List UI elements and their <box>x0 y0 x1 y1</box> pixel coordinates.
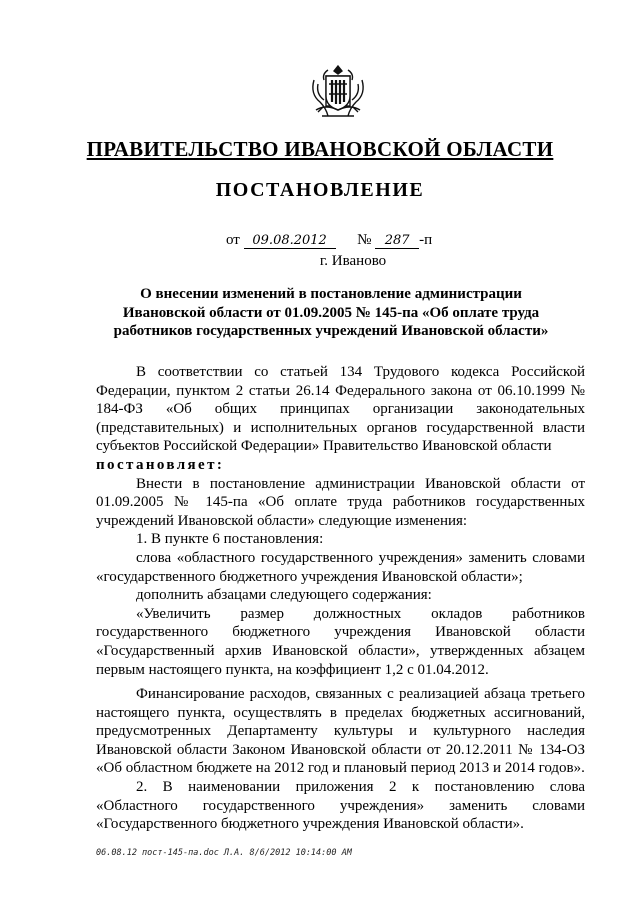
document-type-title: ПОСТАНОВЛЕНИЕ <box>215 179 425 201</box>
date-number-line <box>226 232 432 249</box>
subject-heading: О внесении изменений в постановление администрации Ивановской области от 01.09.2005 № 145-па «Об оплате труда работников государственных учреждений Ивановской области» <box>113 286 549 339</box>
item-1-paragraph: 1. В пункте 6 постановления: <box>136 531 324 548</box>
preamble-paragraph: В соответствии со статьей 134 Трудового кодекса Российской Федерации, пунктом 2 статьи 26.14 Федерального закона от 06.10.1999 № 184-ФЗ «Об общих принципах организации законодательных (представительных) и исполнительных органов государственной власти субъектов Российской Федерации» Правительство Ивановской области <box>96 364 585 455</box>
item-1b-paragraph: дополнить абзацами следующего содержания: <box>136 587 432 604</box>
document-body <box>96 363 585 834</box>
item-1c-paragraph: «Увеличить размер должностных окладов работников государственного бюджетного учреждения Ивановской области «Государственный архив Ивановской области», утвержденных абзацем первым настоящего пункта, на коэффициент 1,2 с 01.04.2012. <box>96 605 585 678</box>
file-footer: 06.08.12 пост-145-па.doc Л.А. 8/6/2012 10:14:00 AM <box>96 848 352 858</box>
government-title: ПРАВИТЕЛЬСТВО ИВАНОВСКОЙ ОБЛАСТИ <box>86 137 554 161</box>
number-label: № <box>357 232 372 248</box>
intro-paragraph: Внести в постановление администрации Ивановской области от 01.09.2005 № 145-па «Об оплате труда работников государственных учреждений Ивановской области» следующие изменения: <box>96 475 585 529</box>
resolves-word <box>96 456 585 475</box>
date-value: 09.08.2012 <box>244 233 336 249</box>
item-2-paragraph: 2. В наименовании приложения 2 к постановлению слова «Областного государственного учреждения» заменить словами «Государственного бюджетного учреждения Ивановской области». <box>96 779 585 833</box>
item-1d-paragraph: Финансирование расходов, связанных с реализацией абзаца третьего настоящего пункта, осуществлять в пределах бюджетных ассигнований, предусмотренных Департаменту культуры и культурного наследия Ивановской области Законом Ивановской области от 20.12.2011 № 134-ОЗ «Об областном бюджете на 2012 год и плановый период 2013 и 2014 годов». <box>96 686 585 777</box>
number-value: 287 <box>375 233 419 249</box>
number-suffix: -п <box>419 232 433 248</box>
item-1a-paragraph: слова «областного государственного учреждения» заменить словами «государственного бюджетного учреждения Ивановской области»; <box>96 549 585 585</box>
city-line: г. Иваново <box>319 253 387 269</box>
date-label: от <box>226 232 240 248</box>
resolves-text: постановляет: <box>96 456 225 473</box>
coat-of-arms-emblem <box>306 60 370 124</box>
